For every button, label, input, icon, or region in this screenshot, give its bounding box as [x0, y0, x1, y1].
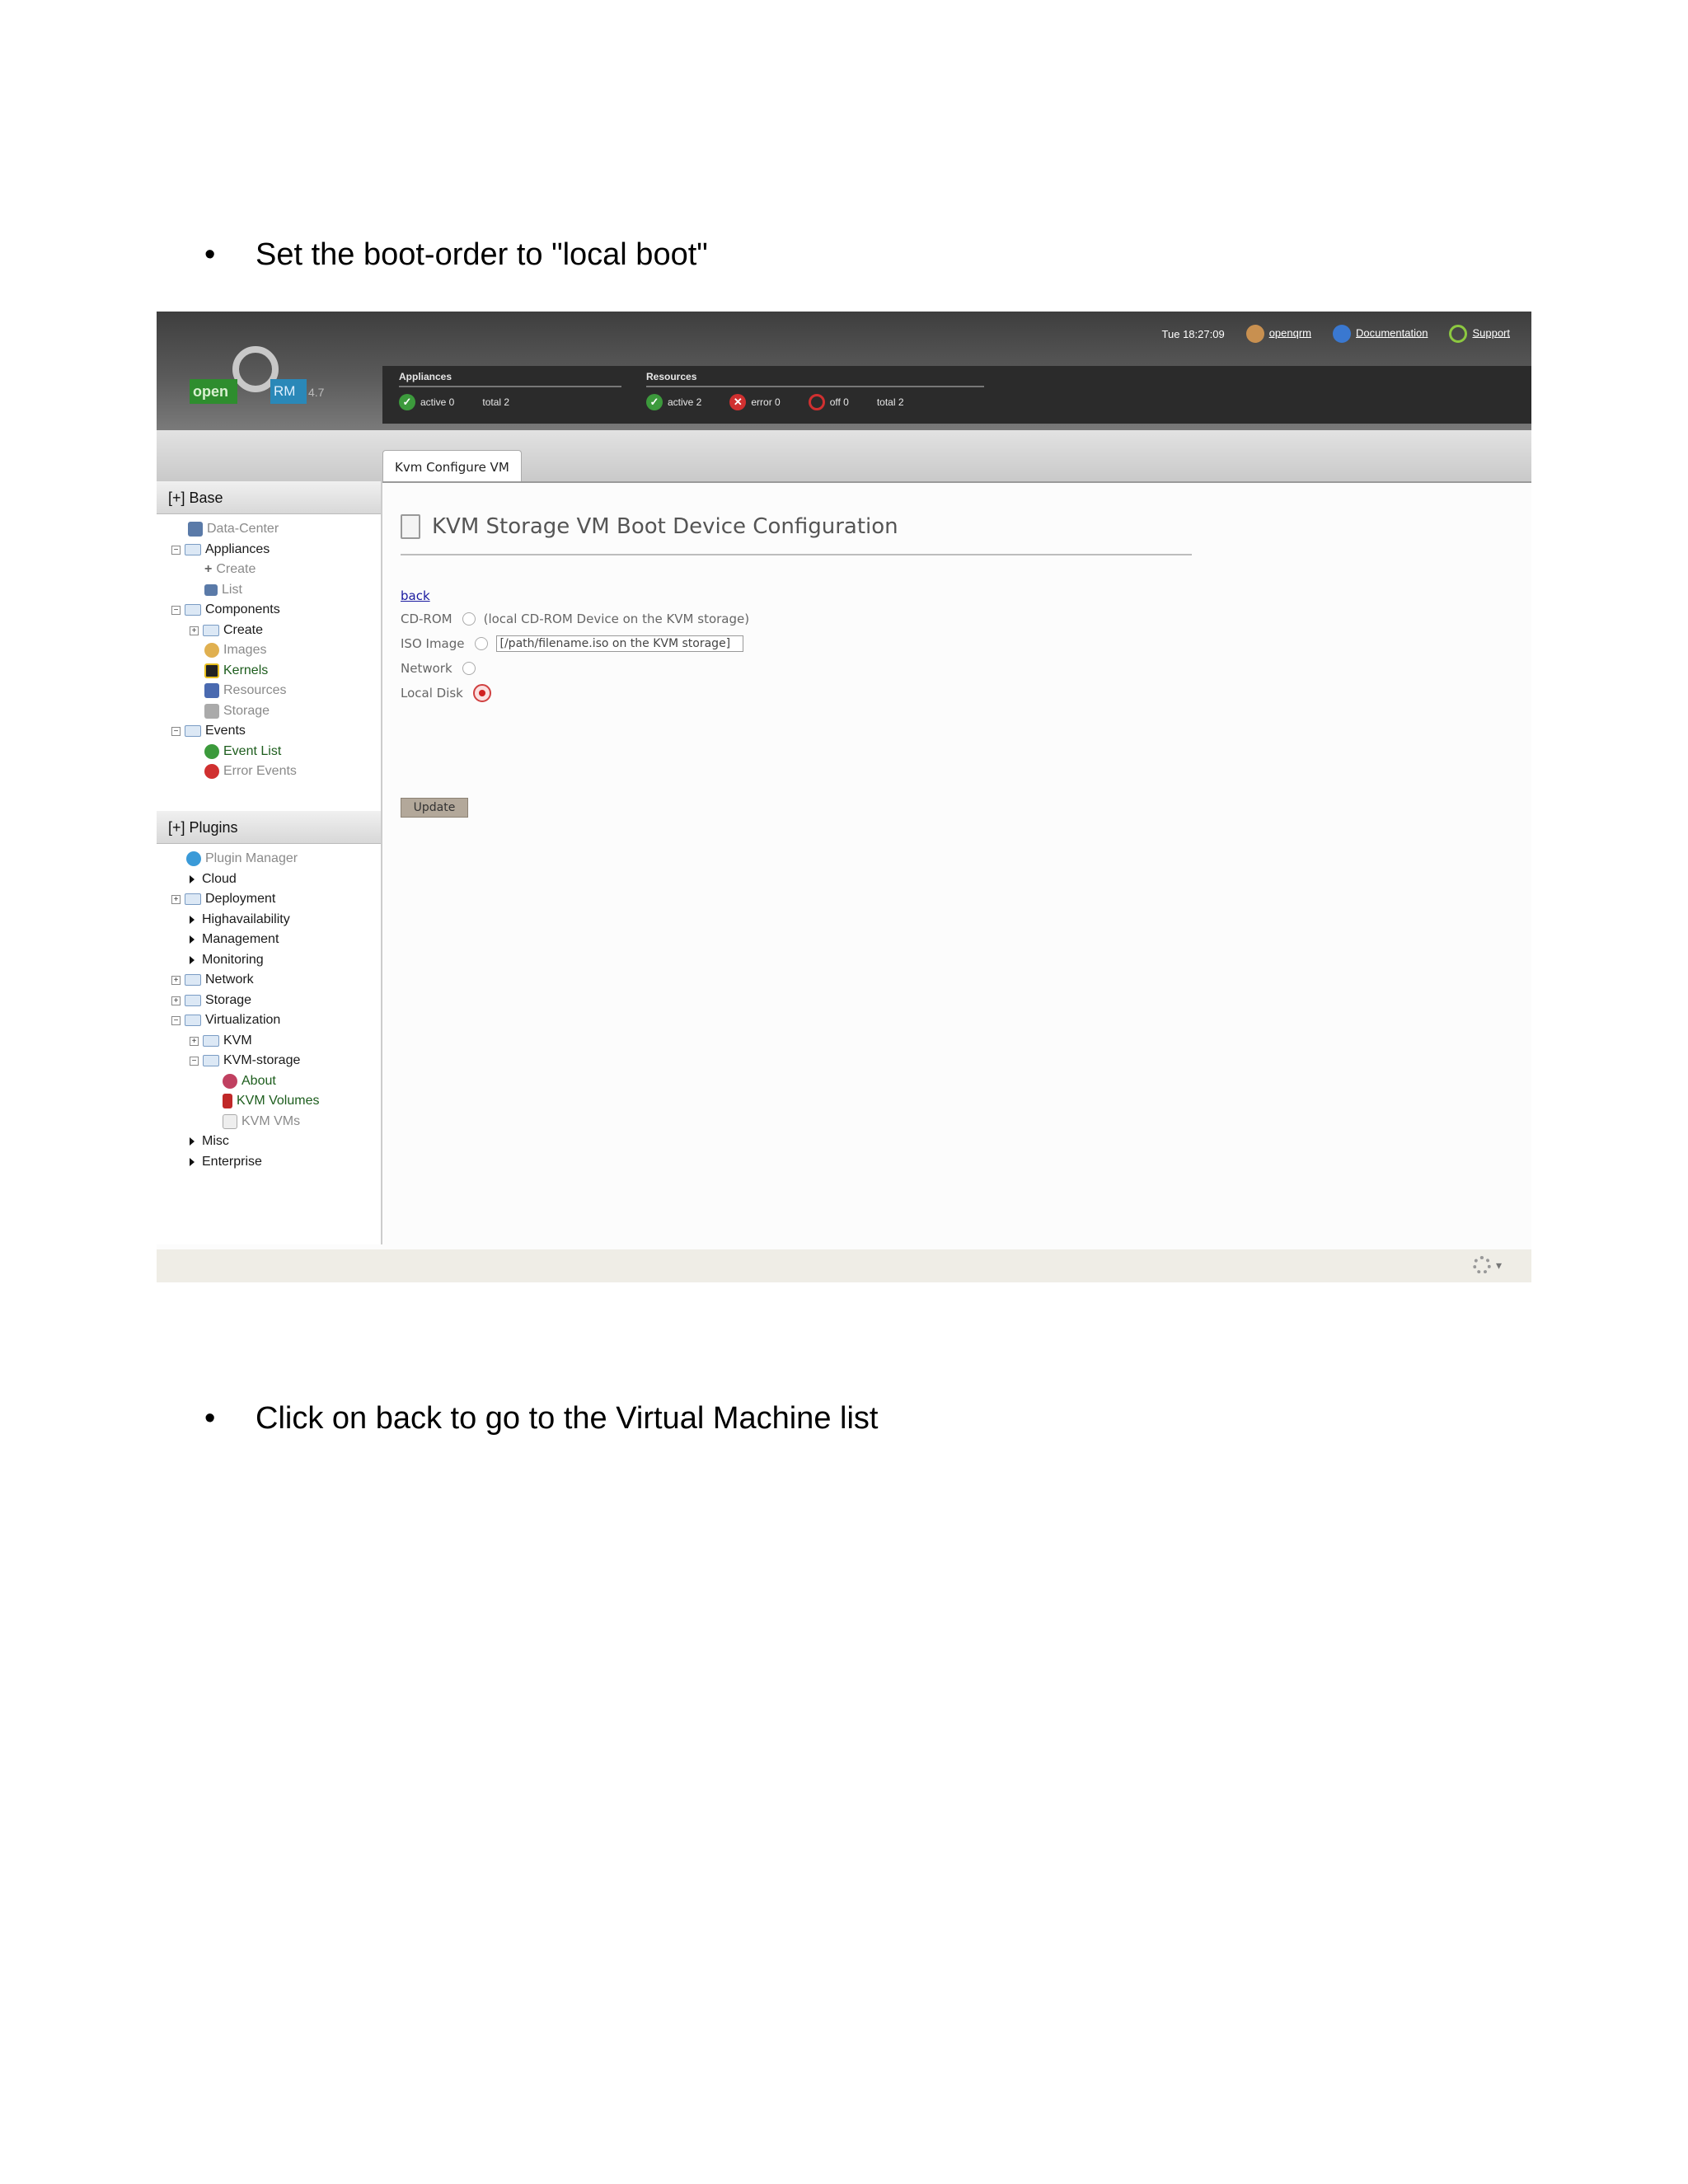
folder-icon	[185, 725, 201, 737]
instruction-text: Click on back to go to the Virtual Machine list	[256, 1401, 879, 1436]
images-icon	[204, 643, 219, 658]
tree-item-enterprise[interactable]: Enterprise	[188, 1152, 262, 1172]
back-link[interactable]: back	[401, 588, 430, 603]
tree-item-data-center[interactable]: Data-Center	[188, 519, 279, 539]
storage-icon	[204, 704, 219, 719]
footer-bar	[157, 1249, 1531, 1282]
folder-icon	[185, 893, 201, 905]
tree-item-plugin-manager[interactable]: Plugin Manager	[186, 849, 298, 869]
screenshot-frame	[157, 312, 1531, 1282]
tree-item-images[interactable]: Images	[204, 640, 266, 660]
local-disk-radio[interactable]	[473, 684, 491, 702]
tree-item-deployment[interactable]: + Deployment	[171, 889, 275, 909]
page-heading	[401, 514, 898, 539]
check-icon	[204, 744, 219, 759]
off-icon	[809, 394, 825, 410]
folder-icon	[185, 995, 201, 1006]
collapse-icon[interactable]: −	[190, 1057, 199, 1066]
tree-item-kvm-vms[interactable]: KVM VMs	[223, 1112, 300, 1132]
resources-title: Resources	[646, 371, 984, 387]
tree-item-kvm-volumes[interactable]: KVM Volumes	[223, 1091, 319, 1111]
sidebar	[157, 481, 382, 1244]
appliances-active: active 0	[420, 396, 455, 408]
iso-label: ISO Image	[401, 636, 465, 651]
resources-error: error 0	[751, 396, 781, 408]
bullet-glyph: •	[204, 1401, 216, 1436]
datacenter-icon	[188, 522, 203, 537]
document-icon	[401, 514, 420, 539]
top-header	[157, 312, 1531, 430]
tree-item-components[interactable]: − Components	[171, 600, 280, 620]
network-row	[401, 658, 484, 679]
expand-icon[interactable]: +	[171, 976, 181, 985]
bullet-glyph: •	[204, 237, 216, 272]
phone-icon	[1449, 325, 1467, 343]
logo-rm-text: RM	[270, 379, 307, 404]
chevron-down-icon: ▾	[1495, 1258, 1502, 1272]
arrow-right-icon	[190, 916, 195, 924]
cdrom-note: (local CD-ROM Device on the KVM storage)	[483, 612, 750, 626]
expand-icon[interactable]: +	[190, 1037, 199, 1046]
network-radio[interactable]	[462, 662, 476, 675]
tree-item-components-create[interactable]: + Create	[190, 621, 263, 640]
tree-item-storage[interactable]: Storage	[204, 701, 270, 721]
collapse-icon[interactable]: −	[171, 1016, 181, 1025]
openqrm-logo[interactable]	[190, 346, 330, 420]
check-icon: ✓	[646, 394, 663, 410]
tree-item-events[interactable]: − Events	[171, 721, 246, 741]
cdrom-row	[401, 608, 749, 630]
base-section-header[interactable]: [+] Base	[157, 481, 381, 514]
volume-icon	[223, 1094, 232, 1108]
about-icon	[223, 1074, 237, 1089]
collapse-icon[interactable]: −	[171, 606, 181, 615]
help-icon	[1333, 325, 1351, 343]
monitor-icon	[204, 683, 219, 698]
support-item	[1449, 325, 1510, 343]
appliances-status	[399, 371, 621, 410]
collapse-icon[interactable]: −	[171, 727, 181, 736]
folder-icon	[185, 974, 201, 986]
plugin-manager-icon	[186, 851, 201, 866]
tree-item-highavailability[interactable]: Highavailability	[188, 910, 290, 930]
user-link[interactable]: openqrm	[1268, 326, 1311, 340]
tree-item-network[interactable]: + Network	[171, 970, 254, 990]
tree-item-management[interactable]: Management	[188, 930, 279, 949]
cdrom-label: CD-ROM	[401, 612, 452, 626]
gear-menu[interactable]	[1473, 1256, 1502, 1274]
expand-icon[interactable]: +	[190, 626, 199, 635]
folder-icon	[185, 544, 201, 555]
penguin-icon	[204, 663, 219, 678]
resources-off: off 0	[829, 396, 849, 408]
folder-icon	[185, 1015, 201, 1026]
error-icon: ✕	[729, 394, 746, 410]
tree-item-resources[interactable]: Resources	[204, 681, 286, 701]
collapse-icon[interactable]: −	[171, 546, 181, 555]
tab-strip	[157, 430, 1531, 481]
resources-total: total 2	[876, 396, 904, 408]
arrow-right-icon	[190, 1158, 195, 1166]
tree-item-misc[interactable]: Misc	[188, 1132, 229, 1151]
iso-radio[interactable]	[475, 637, 488, 650]
clock-text: Tue 18:27:09	[1161, 327, 1225, 340]
user-item	[1246, 325, 1311, 343]
gear-icon	[1473, 1256, 1491, 1274]
title-divider	[401, 554, 1192, 555]
user-icon	[1246, 325, 1264, 343]
arrow-right-icon	[190, 956, 195, 964]
tree-item-kernels[interactable]: Kernels	[204, 661, 268, 681]
tree-item-plugin-storage[interactable]: + Storage	[171, 991, 251, 1010]
vm-document-icon	[223, 1114, 237, 1129]
tab-kvm-configure-vm[interactable]: Kvm Configure VM	[382, 450, 522, 484]
logo-version: 4.7	[308, 386, 325, 399]
folder-icon	[203, 1055, 219, 1066]
local-disk-label: Local Disk	[401, 686, 463, 701]
check-icon: ✓	[399, 394, 415, 410]
plus-icon: +	[204, 562, 213, 576]
tree-item-kvm[interactable]: + KVM	[190, 1031, 252, 1051]
update-button[interactable]: Update	[401, 798, 468, 818]
iso-row	[401, 633, 743, 654]
main-content	[382, 483, 1531, 1244]
arrow-right-icon	[190, 875, 195, 883]
iso-path-input[interactable]	[496, 635, 743, 652]
support-link[interactable]: Support	[1472, 326, 1510, 340]
folder-icon	[185, 604, 201, 616]
error-icon	[204, 764, 219, 779]
status-bar	[382, 366, 1531, 424]
tree-item-about[interactable]: About	[223, 1071, 276, 1091]
network-label: Network	[401, 661, 452, 676]
tree-item-kvm-storage[interactable]: − KVM-storage	[190, 1051, 300, 1071]
tree-item-appliances[interactable]: − Appliances	[171, 540, 270, 560]
arrow-right-icon	[190, 1137, 195, 1146]
logo-open-text: open	[190, 379, 237, 404]
doc-item	[1333, 325, 1428, 343]
arrow-right-icon	[190, 935, 195, 944]
tree-item-appliances-list[interactable]: List	[204, 580, 242, 600]
resources-active: active 2	[668, 396, 702, 408]
resources-status	[646, 371, 984, 410]
appliances-title: Appliances	[399, 371, 621, 387]
tree-item-cloud[interactable]: Cloud	[188, 869, 237, 889]
tree-item-virtualization[interactable]: − Virtualization	[171, 1010, 280, 1030]
header-links	[1162, 320, 1510, 348]
cdrom-radio[interactable]	[462, 612, 476, 626]
plugins-section-header[interactable]: [+] Plugins	[157, 811, 381, 844]
tree-item-appliances-create[interactable]: + Create	[204, 560, 256, 579]
tree-item-error-events[interactable]: Error Events	[204, 762, 297, 781]
folder-icon	[203, 625, 219, 636]
folder-icon	[203, 1035, 219, 1047]
appliances-total: total 2	[482, 396, 510, 408]
expand-icon[interactable]: +	[171, 895, 181, 904]
documentation-link[interactable]: Documentation	[1356, 326, 1428, 340]
list-icon	[204, 584, 218, 596]
tree-item-event-list[interactable]: Event List	[204, 742, 281, 762]
instruction-text: Set the boot-order to "local boot"	[256, 237, 708, 272]
page-title: KVM Storage VM Boot Device Configuration	[432, 514, 898, 539]
tree-item-monitoring[interactable]: Monitoring	[188, 950, 264, 970]
expand-icon[interactable]: +	[171, 996, 181, 1005]
local-disk-row	[401, 682, 499, 704]
